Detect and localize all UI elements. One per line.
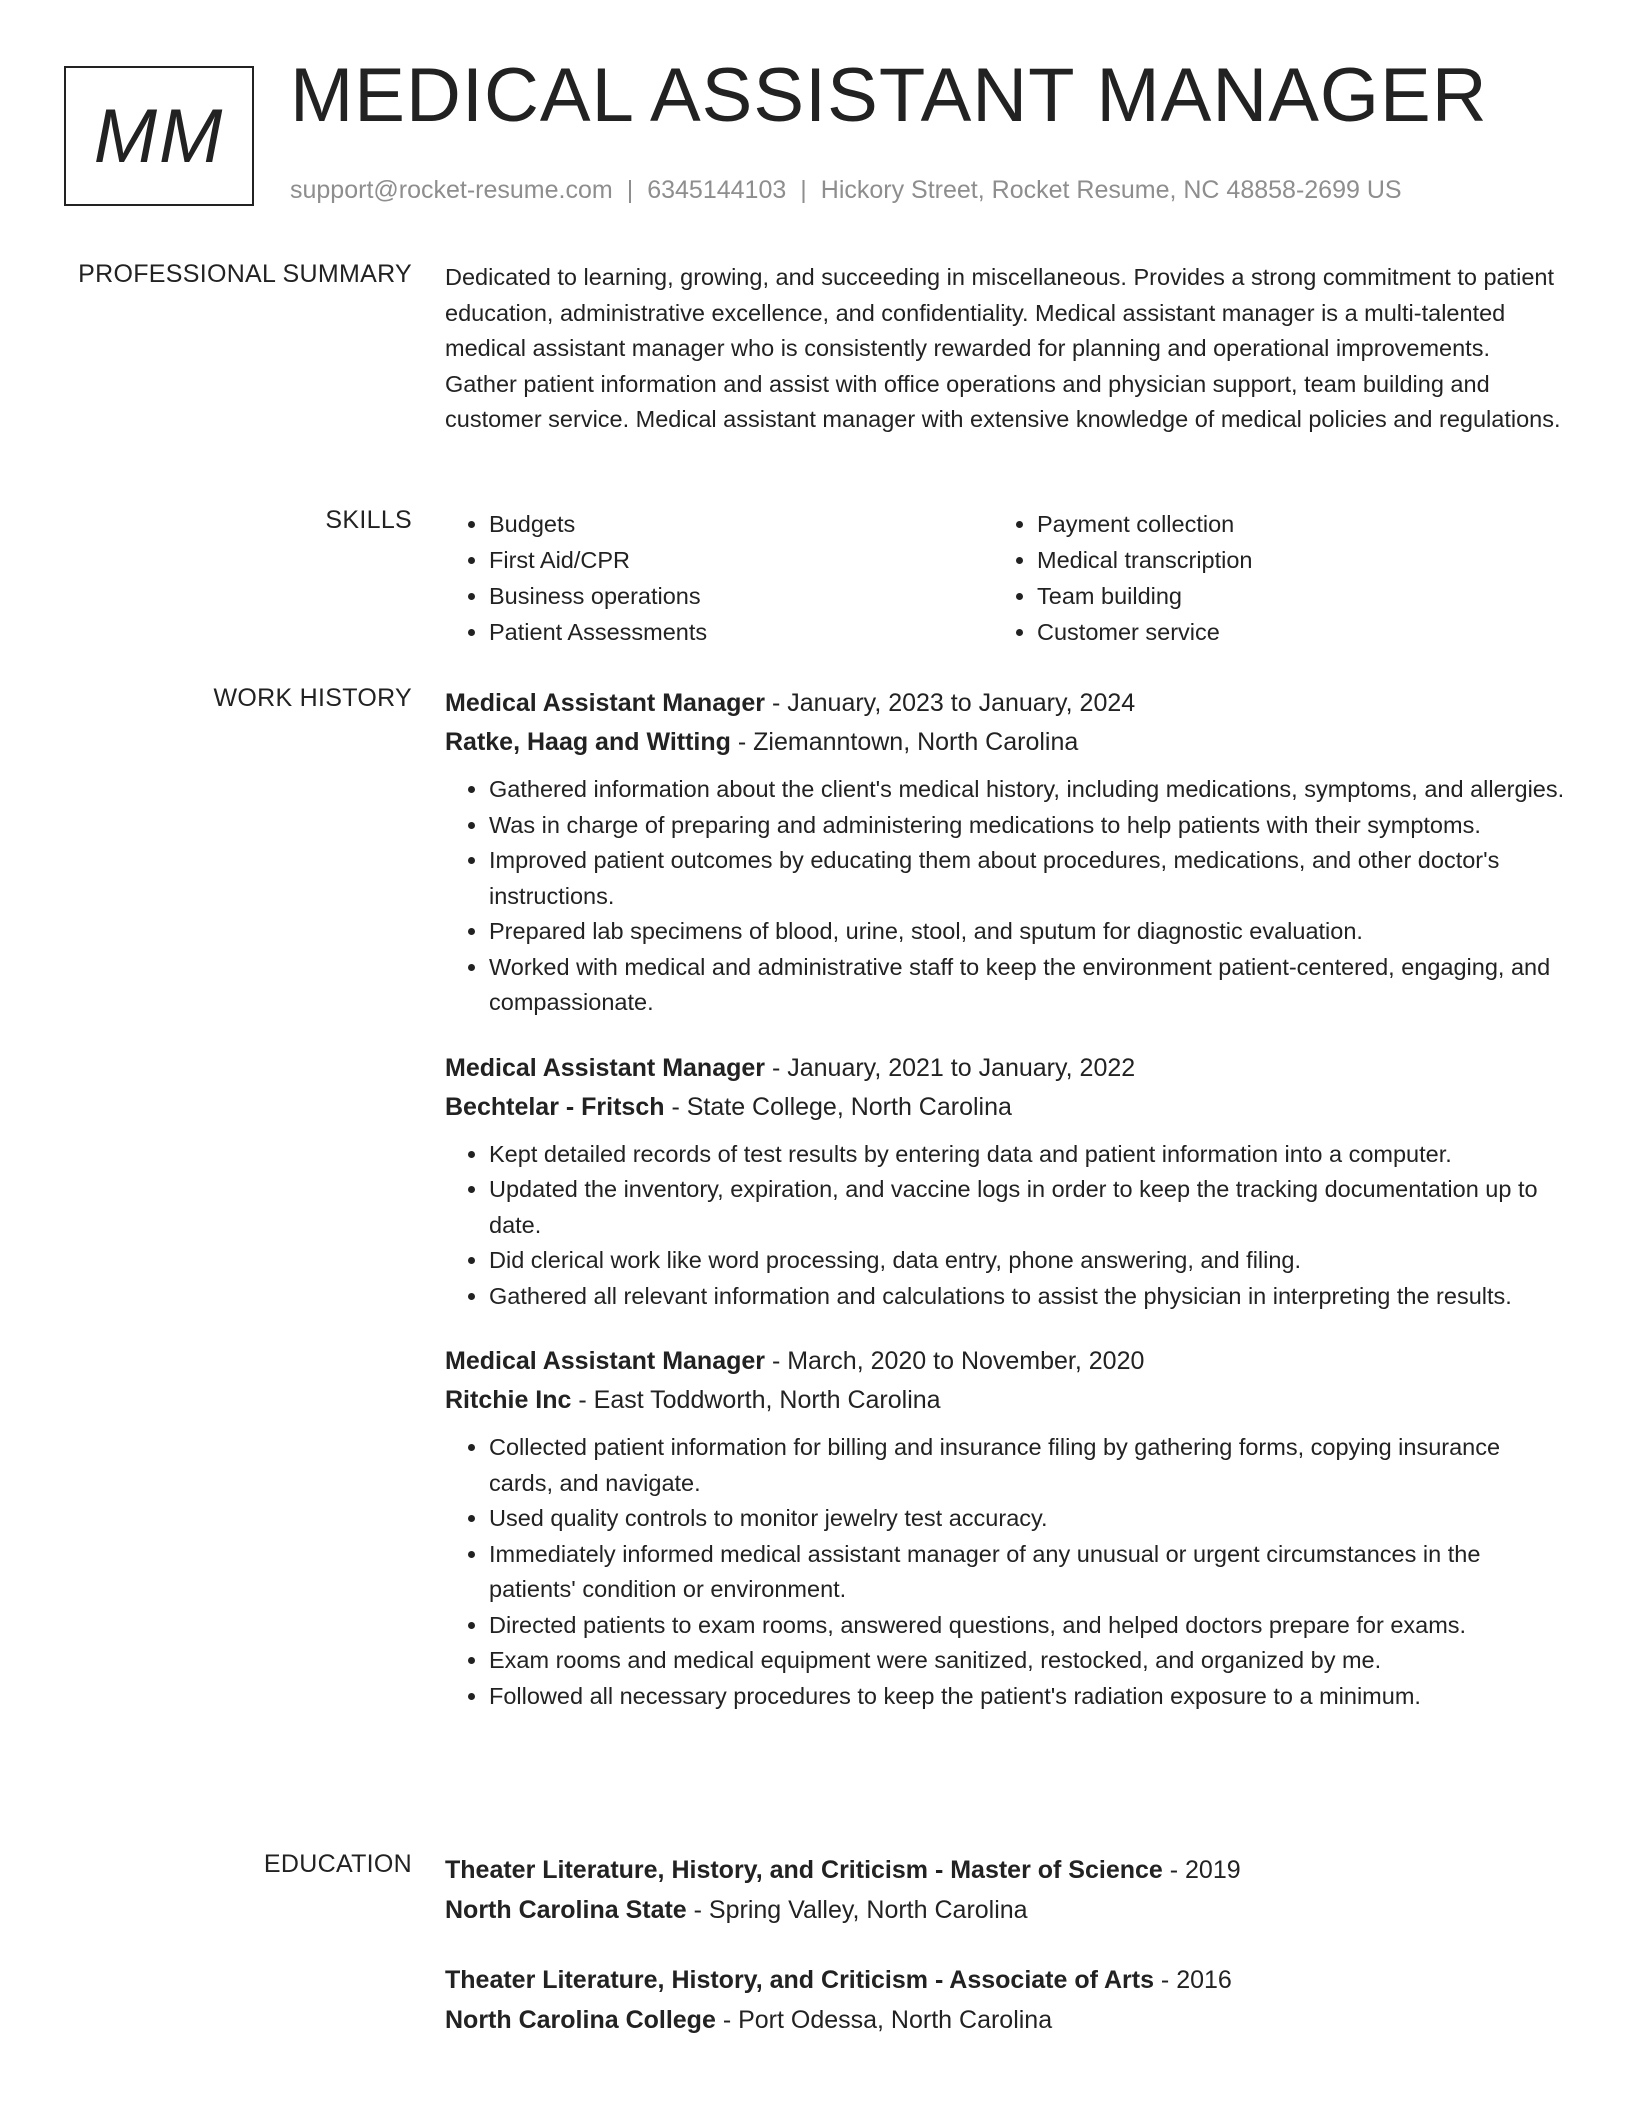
job-location: - East Toddworth, North Carolina [571,1386,941,1414]
job-bullet: • Improved patient outcomes by educating them about procedures, medications, and other doctor's instructions. [489,843,1565,914]
skill-item: • Business operations [489,578,993,614]
skill-item: • Payment collection [1037,506,1541,542]
contact-separator: | [626,176,634,204]
skills-column-1 [445,506,993,650]
job-company: Ritchie Inc [445,1386,572,1414]
education-degree-line [445,1850,1565,1890]
job-title-line [445,684,1565,722]
job-bullet: • Gathered all relevant information and calculations to assist the physician in interpreting the results. [489,1279,1565,1315]
job-bullet: • Followed all necessary procedures to keep the patient's radiation exposure to a minimum. [489,1679,1565,1715]
job-bullet: • Was in charge of preparing and administering medications to help patients with their symptoms. [489,808,1565,844]
education-year: - 2016 [1153,1966,1232,1994]
education-entry [445,1850,1565,1930]
job-location: - Ziemanntown, North Carolina [730,728,1079,756]
skill-item: • Patient Assessments [489,614,993,650]
section-label: PROFESSIONAL SUMMARY [78,260,412,288]
education-location: - Spring Valley, North Carolina [686,1896,1028,1924]
contact-email: support@rocket-resume.com [290,176,613,204]
education-school: North Carolina State [445,1896,687,1924]
job-bullet: • Did clerical work like word processing, data entry, phone answering, and filing. [489,1243,1565,1279]
job-bullet: • Prepared lab specimens of blood, urine, stool, and sputum for diagnostic evaluation. [489,914,1565,950]
job-company-line [445,1380,1565,1420]
contact-separator: | [800,176,807,204]
job-bullet: • Used quality controls to monitor jewelry test accuracy. [489,1501,1565,1537]
skills-column-2 [993,506,1541,650]
education-school-line [445,2000,1565,2040]
job-bullet: • Directed patients to exam rooms, answered questions, and helped doctors prepare for exams. [489,1608,1565,1644]
candidate-name: MEDICAL ASSISTANT MANAGER [290,53,1488,138]
job-dates: - March, 2020 to November, 2020 [765,1347,1145,1375]
job-title: Medical Assistant Manager [445,1053,766,1082]
job-bullet: • Worked with medical and administrative staff to keep the environment patient-centered, engaging, and compassionate. [489,950,1565,1021]
job-dates: - January, 2021 to January, 2022 [765,1053,1136,1082]
job-entry [445,1049,1565,1315]
skill-item: • Team building [1037,578,1541,614]
education-year: - 2019 [1162,1856,1241,1884]
job-bullet: • Exam rooms and medical equipment were sanitized, restocked, and organized by me. [489,1643,1565,1679]
job-bullets [445,772,1565,1021]
job-title-line [445,1049,1565,1087]
skill-item: • Customer service [1037,614,1541,650]
education-entry [445,1960,1565,2040]
job-bullets [445,1430,1565,1714]
job-title: Medical Assistant Manager [445,689,766,717]
contact-phone: 6345144103 [647,176,787,204]
job-company-line [445,1087,1565,1127]
education-degree: Theater Literature, History, and Criticism - Associate of Arts [445,1966,1154,1994]
job-title: Medical Assistant Manager [445,1347,766,1375]
job-location: - State College, North Carolina [664,1092,1012,1121]
skill-item: • First Aid/CPR [489,542,993,578]
skill-item: • Budgets [489,506,993,542]
job-dates: - January, 2023 to January, 2024 [765,689,1136,717]
job-company: Ratke, Haag and Witting [445,728,731,756]
education-location: - Port Odessa, North Carolina [715,2006,1053,2034]
job-bullet: • Collected patient information for billing and insurance filing by gathering forms, copying insurance cards, and navigate. [489,1430,1565,1501]
job-bullet: • Kept detailed records of test results by entering data and patient information into a computer. [489,1137,1565,1173]
job-entry [445,1342,1565,1714]
job-bullet: • Updated the inventory, expiration, and vaccine logs in order to keep the tracking documentation up to date. [489,1172,1565,1243]
skill-item: • Medical transcription [1037,542,1541,578]
section-label: WORK HISTORY [213,684,412,712]
section-label: EDUCATION [263,1850,412,1878]
job-title-line [445,1342,1565,1380]
education-degree: Theater Literature, History, and Criticism - Master of Science [445,1856,1163,1884]
job-company: Bechtelar - Fritsch [445,1092,665,1121]
job-bullet: • Immediately informed medical assistant manager of any unusual or urgent circumstances in the patients' condition or environment. [489,1537,1565,1608]
education-school-line [445,1890,1565,1930]
contact-address: Hickory Street, Rocket Resume, NC 48858-2699 US [820,176,1402,204]
job-bullets [445,1137,1565,1315]
job-entry [445,684,1565,1021]
summary-text: Dedicated to learning, growing, and succeeding in miscellaneous. Provides a strong commitment to patient education, administrative excellence, and confidentiality. Medical assistant manager is a multi-talented medical assistant manager who is consistently rewarded for planning and operational improvements. Gather patient information and assist with office operations and physician support, team building and customer service. Medical assistant manager with extensive knowledge of medical policies and regulations. [445,264,1561,432]
job-company-line [445,722,1565,762]
education-school: North Carolina College [445,2006,716,2034]
education-degree-line [445,1960,1565,2000]
monogram-logo: MM [64,66,254,206]
job-bullet: • Gathered information about the client's medical history, including medications, symptoms, and allergies. [489,772,1565,808]
section-label: SKILLS [325,506,412,534]
contact-line [290,176,1402,205]
